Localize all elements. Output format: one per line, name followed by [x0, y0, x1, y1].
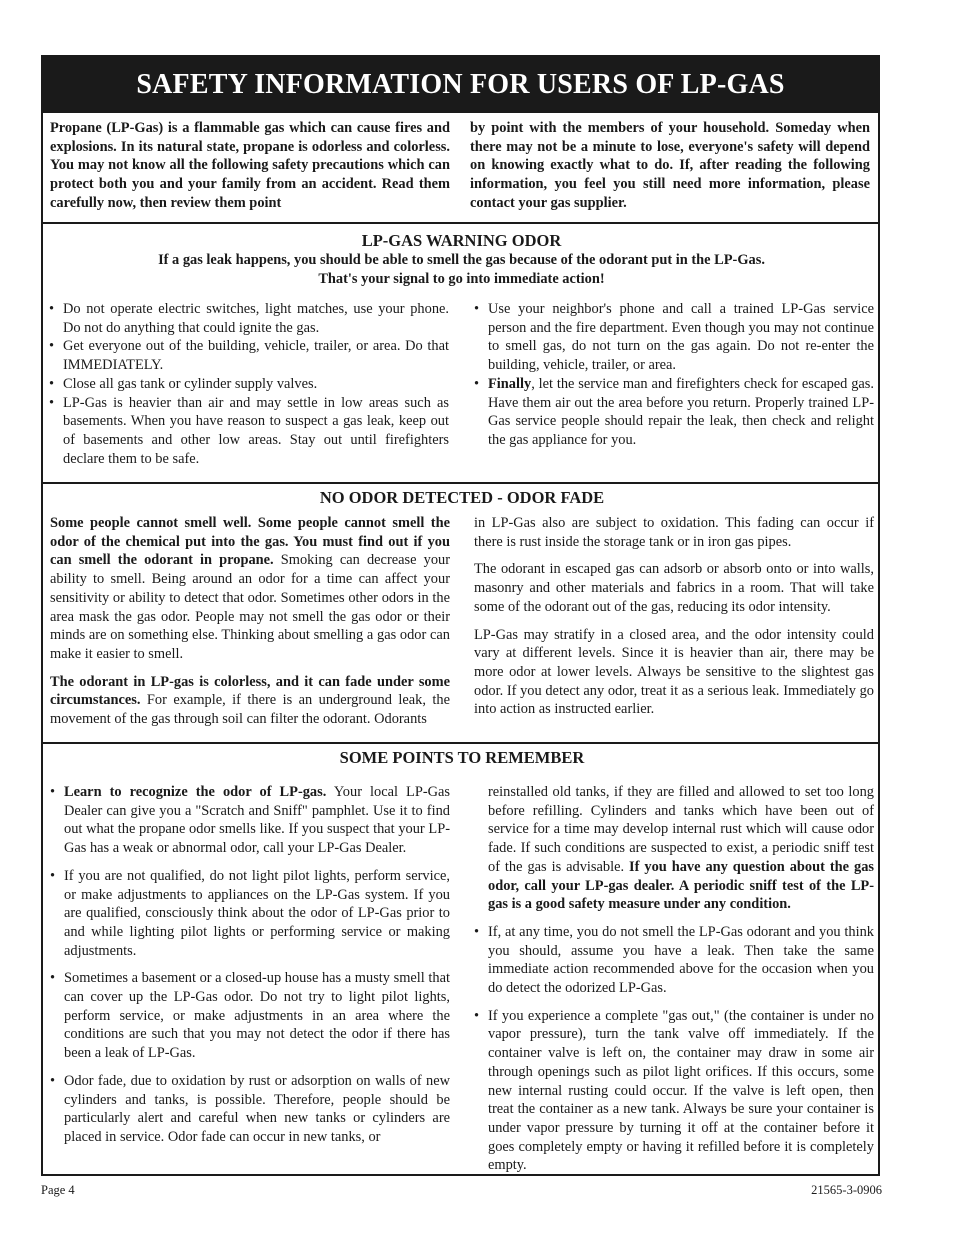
warning-odor-right-column — [474, 300, 874, 468]
title-bar — [43, 57, 878, 113]
odor-fade-paragraph — [50, 514, 450, 664]
list-item — [50, 783, 450, 858]
finally-text: , let the service man and firefighters check for escaped gas. Have them air out the area before you return. Properly trained LP-Gas service people should repair the leak, then check and relight the gas appliance for you. — [488, 375, 874, 448]
page-number: Page 4 — [41, 1183, 75, 1197]
list-item: • Close all gas tank or cylinder supply valves. — [49, 375, 449, 394]
list-item: • If, at any time, you do not smell the LP-Gas odorant and you think you should, assume you have a leak. Then take the same immediate action recommended above for the occasion when you do detect the odorized LP-Gas. — [474, 923, 874, 998]
intro-left-text: Propane (LP-Gas) is a flammable gas which can cause fires and explosions. In its natural state, propane is odorless and colorless. You may not know all the following safety precautions which can protect both you and your family from an accident. Read them carefully now, then review them point — [50, 120, 450, 211]
continued-text — [474, 783, 874, 914]
list-item: • Odor fade, due to oxidation by rust or adsorption on walls of new cylinders and tanks, is possible. Therefore, people should be particularly alert and careful when new tanks or cylinders are placed in service. Odor fade can occur in new tanks, or — [50, 1072, 450, 1147]
bold-lead: Some people cannot smell well. Some people cannot smell the odor of the chemical put into the gas. You must find out if you can smell the odorant in propane. — [50, 515, 450, 569]
item-text: reinstalled old tanks, if they are filled and allowed to set too long before refilling. Cylinders and tanks which have been out of service for a time may develop internal rust which will cause odor fade. If such conditions are suspected to exist, a periodic sniff test of the gas is advisable. — [488, 784, 874, 875]
odor-fade-paragraph: The odorant in escaped gas can adsorb or absorb onto or into walls, masonry and other materials and fabrics in a room. That will take some of the odorant out of the gas, reducing its odor intensity. — [474, 561, 874, 615]
intro-left-column — [50, 119, 450, 222]
warning-odor-section — [43, 222, 878, 482]
odor-fade-left-column — [50, 514, 450, 738]
points-section — [43, 742, 878, 1178]
odor-fade-paragraph: in LP-Gas also are subject to oxidation. This fading can occur if there is rust inside the storage tank or in iron gas pipes. — [474, 515, 874, 550]
list-item: • Get everyone out of the building, vehicle, trailer, or area. Do that IMMEDIATELY. — [49, 337, 449, 374]
intro-right-text: by point with the members of your household. Someday when there may not be a minute to lose, everyone's safety will depend on knowing exactly what to do. If, after reading the following information, you feel you still need more information, please contact your gas supplier. — [470, 120, 870, 211]
item-text: Your local LP-Gas Dealer can give you a "Scratch and Sniff" pamphlet. Use it to find out what the propane odor smells like. If you suspect that your LP-Gas has a weak or abnormal odor, call your LP-Gas Dealer. — [64, 784, 450, 857]
odor-fade-heading: NO ODOR DETECTED - ODOR FADE — [319, 488, 605, 507]
safety-info-frame — [41, 55, 880, 1176]
page-title: SAFETY INFORMATION FOR USERS OF LP-GAS — [136, 69, 785, 100]
list-item: • Sometimes a basement or a closed-up house has a musty smell that can cover up the LP-Gas odor. Do not try to light pilot lights, perform service, or make adjustments in an area where the conditions are such that you may not detect the odor if there has been a leak of LP-Gas. — [50, 969, 450, 1063]
points-right-column — [474, 783, 874, 1184]
points-heading: SOME POINTS TO REMEMBER — [339, 748, 585, 767]
points-left-column — [50, 783, 450, 1184]
list-item: • Do not operate electric switches, light matches, use your phone. Do not do anything that could ignite the gas. — [49, 300, 449, 337]
list-item: • If you are not qualified, do not light pilot lights, perform service, or make adjustments to appliances on the LP-Gas system. If you are qualified, consciously think about the odor of LP-Gas prior to and while lighting pilot lights or performing service or making adjustments. — [50, 867, 450, 961]
odor-fade-paragraph: LP-Gas may stratify in a closed area, and the odor intensity could vary at different levels. Since it is heavier than air, there may be more odor at lower levels. Always be sensitive to the slightest gas odor. If you detect any odor, treat it as a serious leak. Immediately go into action as instructed earlier. — [474, 626, 874, 718]
bold-lead: The odorant in LP-gas is colorless, and it can fade under some circumstances. — [50, 673, 450, 709]
intro-section — [43, 113, 878, 222]
warning-odor-line1: If a gas leak happens, you should be able to smell the gas because of the odorant put in the LP-Gas. — [158, 252, 765, 268]
odor-fade-paragraph — [50, 673, 450, 729]
paragraph-text: Smoking can decrease your ability to smell. Being around an odor for a time can affect your sensitivity or ability to detect that odor. Sometimes other odors in the area mask the gas odor. People may not smell the gas odor or their minds are on something else. Thinking about smelling a gas odor can make it easier to smell. — [50, 552, 450, 662]
odor-fade-right-column — [474, 514, 874, 738]
paragraph-text: For example, if there is an underground leak, the movement of the gas through soil can filter the odorant. Odorants — [50, 692, 450, 728]
warning-odor-line2: That's your signal to go into immediate action! — [318, 271, 605, 287]
intro-right-column — [470, 119, 870, 222]
list-item — [474, 375, 874, 450]
points-right-list — [474, 923, 874, 1175]
bold-text: If you have any question about the gas odor, call your LP-gas dealer. A periodic sniff test of the LP-gas is a good safety measure under any condition. — [488, 858, 874, 913]
warning-odor-heading: LP-GAS WARNING ODOR — [361, 231, 562, 250]
points-left-list — [50, 783, 450, 1147]
odor-fade-section — [43, 482, 878, 742]
list-item: • LP-Gas is heavier than air and may settle in low areas such as basements. When you have reason to suspect a gas leak, keep out of basements and other low areas. Stay out until firefighters declare them to be safe. — [49, 394, 449, 469]
warning-odor-left-column — [49, 300, 449, 468]
finally-label: Finally — [488, 375, 532, 392]
warning-odor-left-list — [49, 300, 449, 468]
bold-lead: Learn to recognize the odor of LP-gas. — [64, 784, 327, 800]
list-item: • If you experience a complete "gas out," (the container is under no vapor pressure), turn the tank valve off immediately. If the container valve is left on, the container may draw in some air through openings such as pilot light orifices. If this occurs, some new internal rusting could occur. If the valve is left open, then treat the container as a new tank. Always be sure your container is under vapor pressure by turning it off at the container before it goes completely empty or having it refilled before it is completely empty. — [474, 1007, 874, 1175]
document-number: 21565-3-0906 — [811, 1183, 882, 1197]
warning-odor-right-list — [474, 300, 874, 450]
list-item: • Use your neighbor's phone and call a trained LP-Gas service person and the fire department. Even though you may not continue to smell gas, do not turn on the gas again. Do not re-enter the building, vehicle, trailer, or area. — [474, 300, 874, 375]
